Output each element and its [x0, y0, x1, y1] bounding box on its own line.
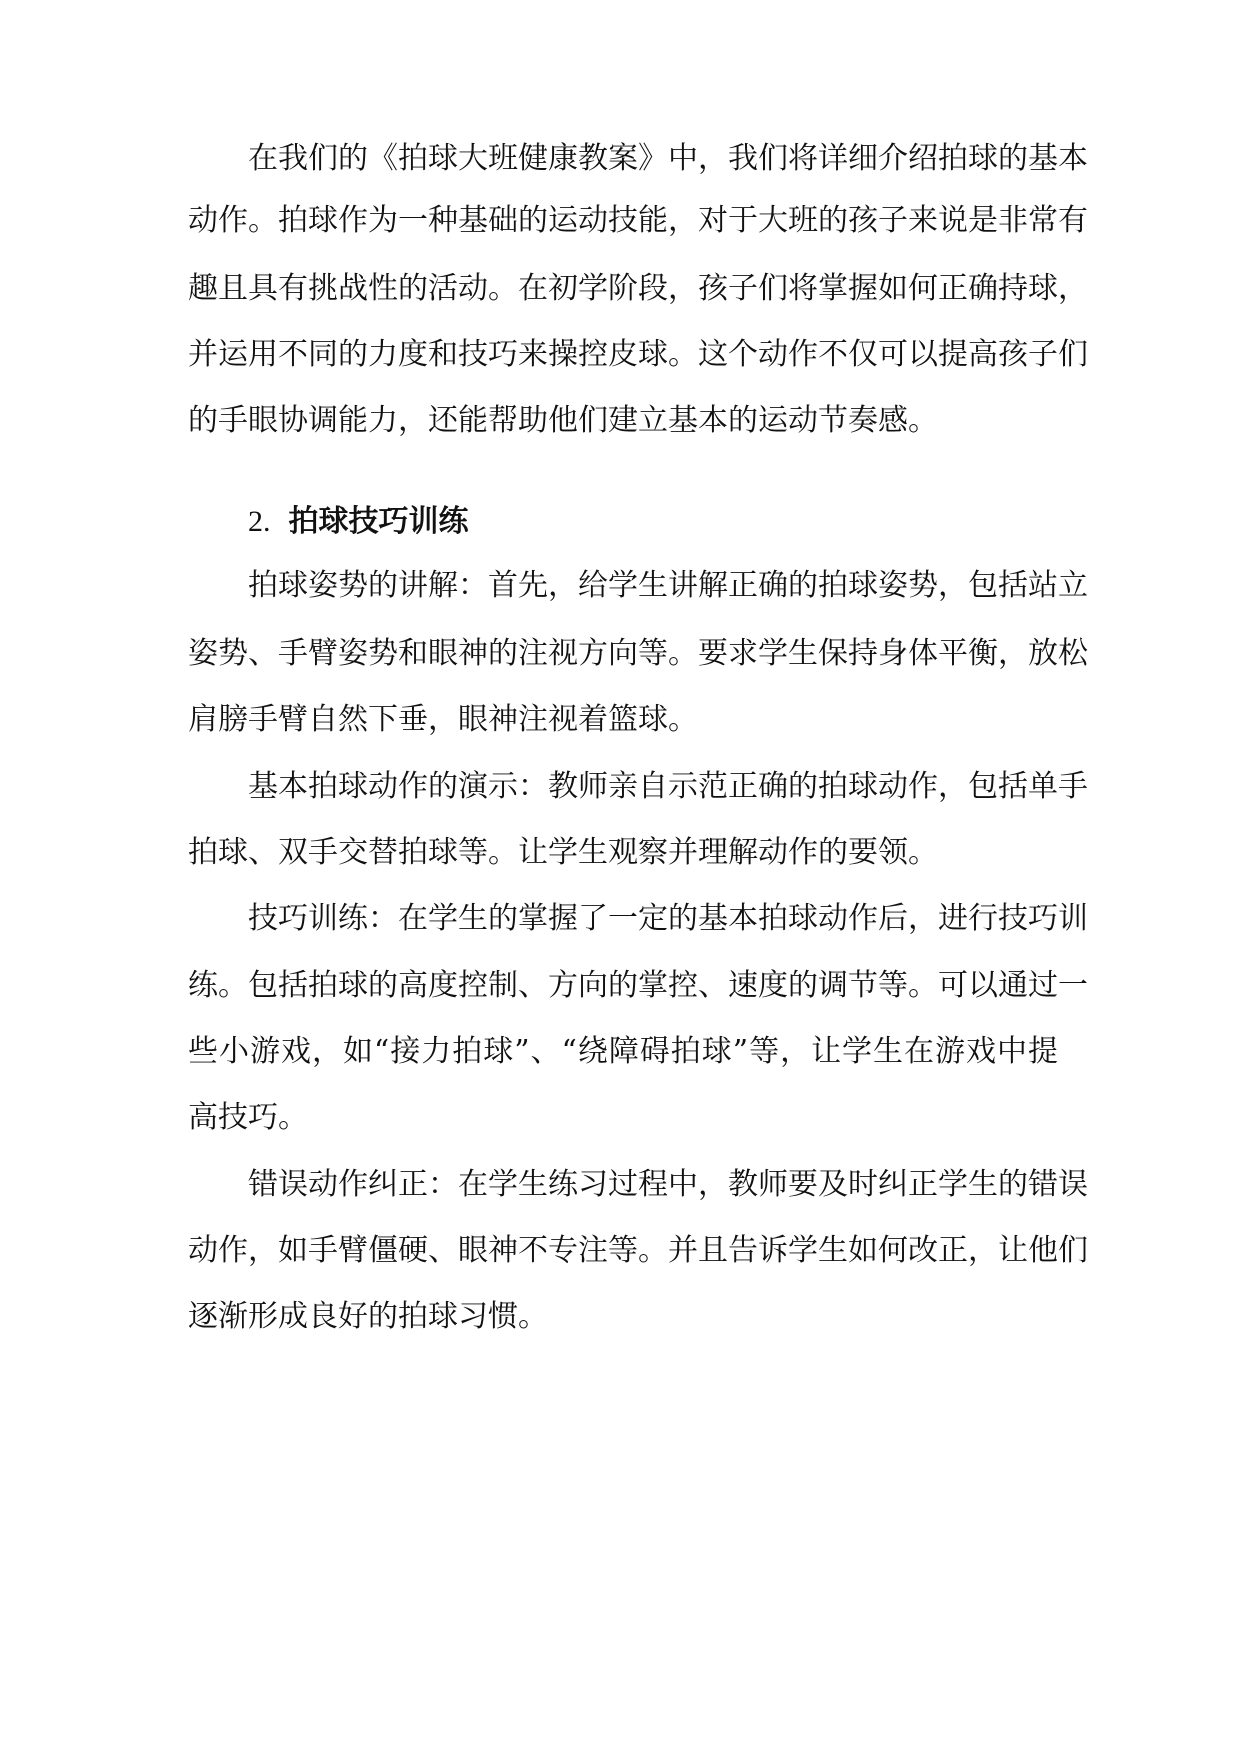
paragraph-line: 拍球、双手交替拍球等。让学生观察并理解动作的要领。 [188, 835, 938, 870]
paragraph-line: 在我们的《拍球大班健康教案》中，我们将详细介绍拍球的基本 [248, 141, 1088, 176]
paragraph-line: 并运用不同的力度和技巧来操控皮球。这个动作不仅可以提高孩子们 [188, 337, 1088, 372]
paragraph-line: 练。包括拍球的高度控制、方向的掌控、速度的调节等。可以通过一 [188, 968, 1088, 1003]
paragraph-line: 基本拍球动作的演示：教师亲自示范正确的拍球动作，包括单手 [248, 769, 1088, 804]
paragraph-line: 趣且具有挑战性的活动。在初学阶段，孩子们将掌握如何正确持球， [188, 271, 1088, 306]
paragraph-line: 姿势、手臂姿势和眼神的注视方向等。要求学生保持身体平衡，放松 [188, 636, 1088, 671]
section-heading [248, 502, 469, 542]
section-number: 2. [248, 505, 271, 538]
paragraph-line: 动作。拍球作为一种基础的运动技能，对于大班的孩子来说是非常有 [188, 203, 1088, 238]
paragraph-line: 高技巧。 [188, 1100, 308, 1135]
paragraph-line: 错误动作纠正：在学生练习过程中，教师要及时纠正学生的错误 [248, 1167, 1088, 1202]
section-title: 拍球技巧训练 [288, 504, 469, 539]
paragraph-line: 些小游戏，如“接力拍球”、“绕障碍拍球”等，让学生在游戏中提 [188, 1034, 1058, 1069]
paragraph-line: 动作，如手臂僵硬、眼神不专注等。并且告诉学生如何改正，让他们 [188, 1233, 1088, 1268]
paragraph-line: 拍球姿势的讲解：首先，给学生讲解正确的拍球姿势，包括站立 [248, 568, 1088, 603]
paragraph-line: 技巧训练：在学生的掌握了一定的基本拍球动作后，进行技巧训 [248, 901, 1088, 936]
paragraph-line: 逐渐形成良好的拍球习惯。 [188, 1299, 548, 1334]
paragraph-line: 肩膀手臂自然下垂，眼神注视着篮球。 [188, 702, 698, 737]
paragraph-line: 的手眼协调能力，还能帮助他们建立基本的运动节奏感。 [188, 403, 938, 438]
